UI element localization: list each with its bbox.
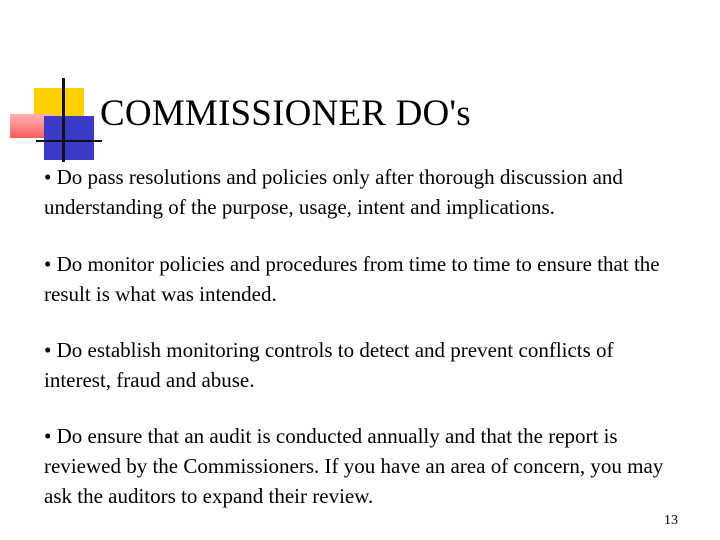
bullet-item: • Do establish monitoring controls to detect and prevent conflicts of interest, fraud and abuse. — [44, 338, 614, 392]
slide-title: COMMISSIONER DO's — [100, 93, 471, 134]
blue-square — [44, 116, 94, 160]
bullet-item: • Do ensure that an audit is conducted annually and that the report is reviewed by the Commissioners. If you have an area of concern, you may ask the auditors to expand their review. — [44, 424, 664, 508]
bullet-item: • Do pass resolutions and policies only after thorough discussion and understanding of the purpose, usage, intent and implications. — [44, 165, 623, 219]
horizontal-line — [36, 140, 102, 142]
page-number: 13 — [664, 513, 678, 528]
decorative-squares-logo — [0, 0, 100, 170]
vertical-line — [62, 78, 65, 162]
bullet-item: • Do monitor policies and procedures from time to time to ensure that the result is what was intended. — [44, 252, 660, 306]
